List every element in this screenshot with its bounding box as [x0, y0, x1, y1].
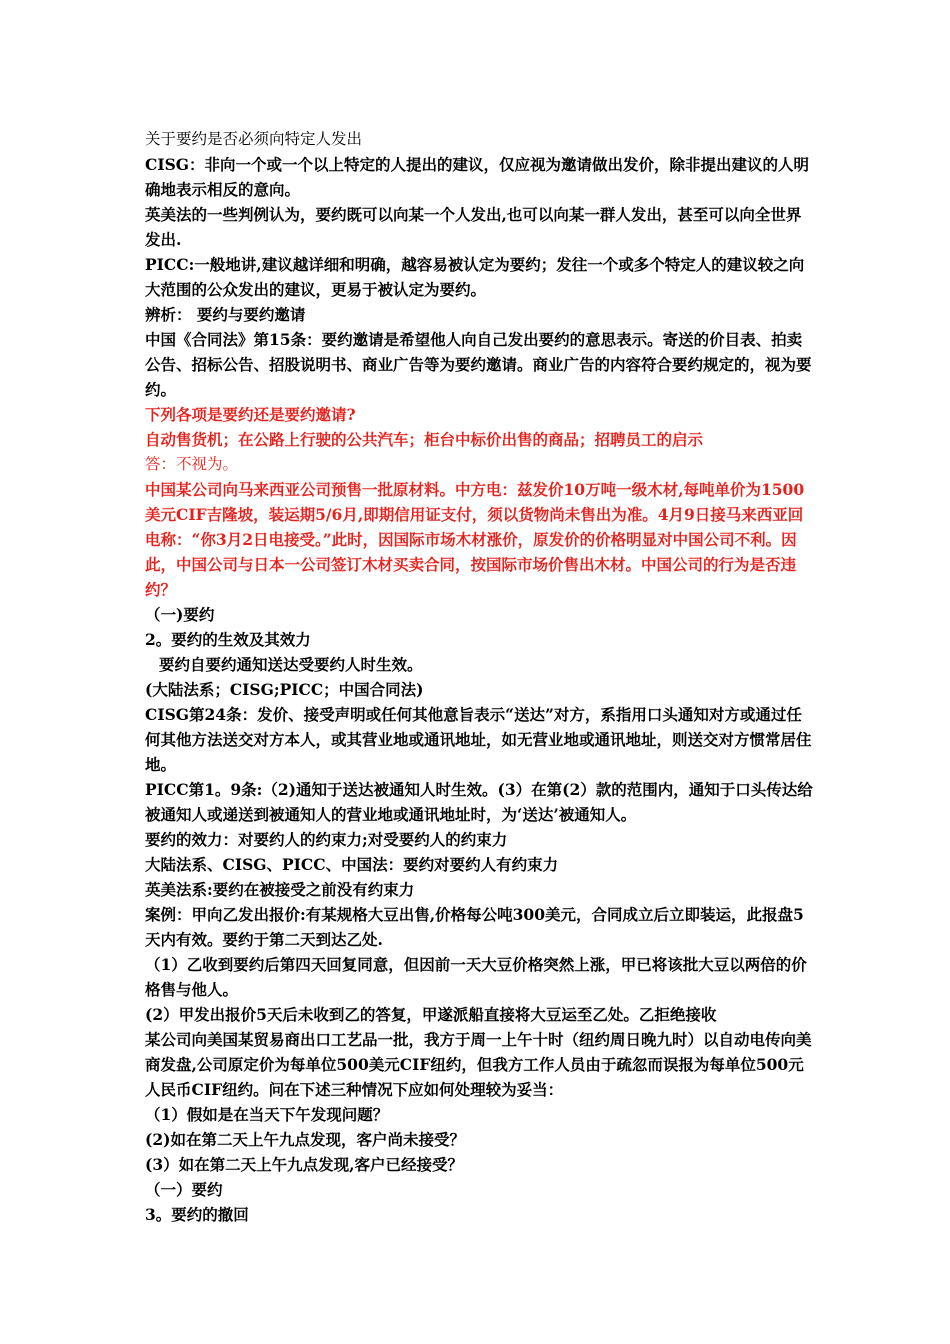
para-case-soybean: 案例：甲向乙发出报价:有某规格大豆出售,价格每公吨300美元，合同成立后立即装运，此报盘5天内有效。要约于第二天到达乙处.	[145, 905, 804, 949]
para-contract-law-15: 中国《合同法》第15条：要约邀请是希望他人向自己发出要约的意思表示。寄送的价目表、拍卖公告、招标公告、招股说明书、商业广告等为要约邀请。商业广告的内容符合要约规定的，视为要约。	[145, 330, 812, 399]
para-analysis-title: 辨析： 要约与要约邀请	[145, 305, 306, 324]
para-crafts-q3: (3）如在第二天上午九点发现,客户已经接受？	[145, 1155, 464, 1174]
para-section-offer-2: （一）要约	[145, 1180, 223, 1199]
para-section-offer: （一)要约	[145, 605, 215, 624]
document-body	[145, 127, 815, 1227]
para-cisg-proposal: CISG：非向一个或一个以上特定的人提出的建议，仅应视为邀请做出发价，除非提出建议的人明确地表示相反的意向。	[145, 155, 810, 199]
para-heading-specific-person: 关于要约是否必须向特定人发出	[145, 130, 363, 148]
para-question-items: 自动售货机；在公路上行驶的公共汽车；柜台中标价出售的商品；招聘员工的启示	[145, 430, 704, 449]
para-answer: 答：不视为。	[145, 455, 239, 473]
para-case-crafts: 某公司向美国某贸易商出口工艺品一批，我方于周一上午十时（纽约周日晚九时）以自动电传向美商发盘,公司原定价为每单位500美元CIF纽约，但我方工作人员由于疏忽而误报为每单位500元人民币CIF纽约。问在下述三种情况下应如何处理较为妥当：	[145, 1030, 812, 1099]
para-crafts-q1: （1）假如是在当天下午发现问题？	[145, 1105, 389, 1124]
para-common-law-force: 英美法系:要约在被接受之前没有约束力	[145, 880, 415, 899]
para-offer-force: 要约的效力：对要约人的约束力;对受要约人的约束力	[145, 830, 508, 849]
para-case-soybean-1: （1）乙收到要约后第四天回复同意，但因前一天大豆价格突然上涨，甲已将该批大豆以两倍的价格售与他人。	[145, 955, 807, 999]
para-cisg-24: CISG第24条：发价、接受声明或任何其他意旨表示“送达”对方，系指用口头通知对方或通过任何其他方法送交对方本人，或其营业地或通讯地址，如无营业地或通讯地址，则送交对方惯常居住地。	[145, 705, 812, 774]
para-case-malaysia: 中国某公司向马来西亚公司预售一批原材料。中方电：兹发价10万吨一级木材,每吨单价为1500美元CIF吉隆坡，装运期5/6月,即期信用证支付，须以货物尚未售出为准。4月9日接马来西亚回电称：“你3月2日电接受。”此时，因国际市场木材涨价，原发价的价格明显对中国公司不利。因此，中国公司与日本一公司签订木材买卖合同，按国际市场价售出木材。中国公司的行为是否违约？	[145, 480, 805, 599]
para-effect-rule: 要约自要约通知送达受要约人时生效。	[159, 655, 423, 674]
para-question: 下列各项是要约还是要约邀请?	[145, 405, 356, 424]
para-civil-law-force: 大陆法系、CISG、PICC、中国法：要约对要约人有约束力	[145, 855, 559, 874]
para-picc-1-9: PICC第1。9条:（2)通知于送达被通知人时生效。(3）在第(2）款的范围内，通知于口头传达给被通知人或递送到被通知人的营业地或通讯地址时，为‘送达’被通知人。	[145, 780, 813, 824]
para-case-soybean-2: (2）甲发出报价5天后未收到乙的答复，甲遂派船直接将大豆运至乙处。乙拒绝接收	[145, 1005, 717, 1024]
para-picc: PICC:一般地讲,建议越详细和明确，越容易被认定为要约；发往一个或多个特定人的建议较之向大范围的公众发出的建议，更易于被认定为要约。	[145, 255, 805, 299]
para-subsection-effect: 2。要约的生效及其效力	[145, 630, 311, 649]
para-crafts-q2: (2)如在第二天上午九点发现，客户尚未接受？	[145, 1130, 465, 1149]
para-legal-systems: (大陆法系；CISG;PICC；中国合同法)	[145, 680, 424, 699]
para-subsection-withdrawal: 3。要约的撤回	[145, 1205, 249, 1224]
para-common-law: 英美法的一些判例认为，要约既可以向某一个人发出,也可以向某一群人发出，甚至可以向全世界发出.	[145, 205, 802, 249]
